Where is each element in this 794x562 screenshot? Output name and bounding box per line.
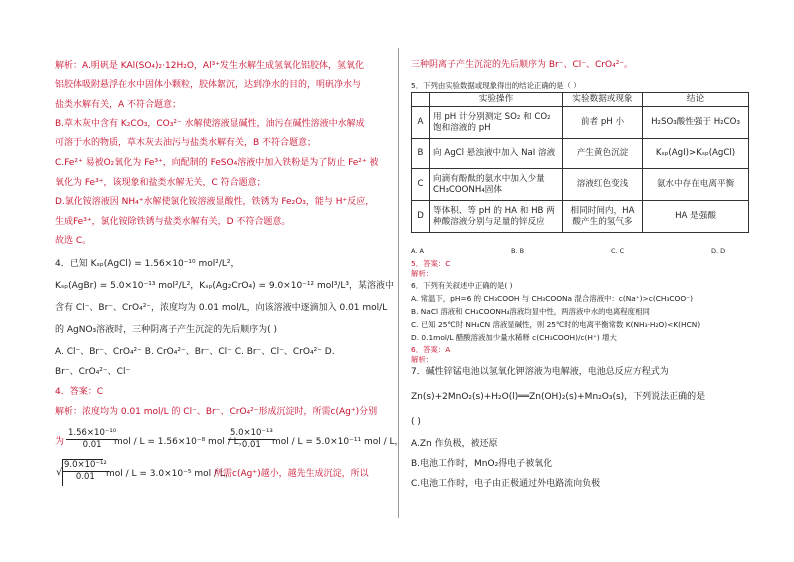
table-row: [412, 107, 749, 139]
explanation-line: 生成Fe³⁺，氯化铵除铁锈与盐类水解有关，D 不符合题意。: [55, 217, 291, 227]
question-7-option: A.Zn 作负极，被还原: [411, 439, 498, 449]
table-header: 实验操作: [430, 93, 563, 107]
fraction-agcl: [66, 428, 118, 451]
explanation-line: 解析：A.明矾是 KAl(SO₄)₂·12H₂O，Al³⁺发生水解生成氢氧化铝胶体，氢氧化: [55, 61, 364, 71]
cell-observation: 产生黄色沉淀: [563, 139, 643, 169]
question-7-option: B.电池工作时，MnO₂得电子被氧化: [411, 459, 553, 469]
cell-conclusion: H₂SO₃酸性强于 H₂CO₃: [643, 107, 749, 139]
explanation-line: 铝胶体吸附悬浮在水中固体小颗粒，胶体絮沉，达到净水的目的，明矾净水与: [55, 80, 362, 90]
question-4-options: Br⁻、CrO₄²⁻、Cl⁻: [55, 367, 131, 377]
cell-operation: 向 AgCl 悬浊液中加入 NaI 溶液: [430, 139, 563, 169]
table-row: [412, 201, 749, 233]
formula-result: mol / L = 5.0×10⁻¹¹ mol / L，: [272, 437, 404, 447]
experiment-table: [411, 92, 749, 233]
explanation-line: 氧化为 Fe³⁺，该现象和盐类水解无关，C 符合题意；: [55, 178, 266, 188]
fraction-numerator: 9.0×10⁻¹²: [64, 460, 107, 470]
question-7-bracket: ( ): [411, 417, 421, 427]
explanation-line: D.氯化铵溶液因 NH₄⁺水解使氯化铵溶液显酸性，铁锈为 Fe₂O₃，能与 H⁺反应，: [55, 197, 375, 207]
explanation-line: B.草木灰中含有 K₂CO₃，CO₃²⁻ 水解使溶液显碱性，油污在碱性溶液中水解成: [55, 119, 365, 129]
cell-operation: 向滴有酚酞的氨水中加入少量 CH₃COONH₄固体: [430, 169, 563, 201]
cell-operation: 等体积、等 pH 的 HA 和 HB 两种酸溶液分别与足量的锌反应: [430, 201, 563, 233]
fraction-denominator: 0.01: [82, 440, 102, 450]
formula-result: mol / L = 3.0×10⁻⁵ mol / L，: [106, 469, 234, 479]
cell-observation: 前者 pH 小: [563, 107, 643, 139]
explanation-continued: 三种阴离子产生沉淀的先后顺序为 Br⁻、Cl⁻、CrO₄²⁻。: [411, 60, 634, 70]
answer-4: 4．答案：C: [55, 387, 104, 397]
cell-observation: 相同时间内，HA 酸产生的氢气多: [563, 201, 643, 233]
table-row: [412, 139, 749, 169]
question-4-text: 的 AgNO₃溶液时，三种阴离子产生沉淀的先后顺序为( ): [55, 325, 278, 335]
answer-5: 5．答案：C: [411, 259, 451, 268]
explanation-line: 可溶于水的物质，草木灰去油污与盐类水解有关，B 不符合题意；: [55, 138, 317, 148]
question-6-option: A. 常温下，pH=6 的 CH₃COOH 与 CH₃COONa 混合溶液中：c(Na⁺)>c(CH₃COO⁻): [411, 294, 693, 303]
option-b: B. B: [511, 247, 525, 255]
table-header: 结论: [643, 93, 749, 107]
answer-6: 6．答案：A: [411, 345, 451, 354]
explanation-5: 解析：: [411, 269, 434, 278]
explanation-line: 盐类水解有关，A 不符合题意；: [55, 100, 182, 110]
option-a: A. A: [411, 247, 424, 255]
table-row: [412, 169, 749, 201]
cell-operation: 用 pH 计分别测定 SO₂ 和 CO₂ 饱和溶液的 pH: [430, 107, 563, 139]
row-label: C: [412, 169, 430, 201]
question-6-option: B. NaCl 溶液和 CH₃COONH₄溶液均显中性，两溶液中水的电离程度相同: [411, 307, 650, 316]
question-7-option: C.电池工作时，电子由正极通过外电路流向负极: [411, 479, 601, 489]
question-5-text: 5．下列由实验数据或现象得出的结论正确的是（ ）: [411, 81, 581, 90]
table-header-row: [412, 93, 749, 107]
row-label: D: [412, 201, 430, 233]
question-4-options: A. Cl⁻、Br⁻、CrO₄²⁻ B. CrO₄²⁻、Br⁻、Cl⁻ C. Br⁻、Cl⁻、CrO₄²⁻ D.: [55, 347, 335, 357]
fraction-numerator: 1.56×10⁻¹⁰: [68, 428, 117, 438]
question-4-text: Kₛₚ(AgBr) = 5.0×10⁻¹³ mol²/L²，Kₛₚ(Ag₂CrO₄) = 9.0×10⁻¹² mol³/L³，某溶液中: [55, 281, 395, 291]
fraction-denominator: 0.01: [75, 472, 95, 482]
question-6-option: D. 0.1mol/L 醋酸溶液加少量水稀释 c(CH₃COOH)/c(H⁺) 增大: [411, 333, 617, 342]
question-6-option: C. 已知 25℃时 NH₄CN 溶液显碱性，则 25℃时的电离平衡常数 K(NH₃·H₂O)<K(HCN): [411, 320, 701, 329]
question-4-text: 4．已知 Kₛₚ(AgCl) = 1.56×10⁻¹⁰ mol²/L²，: [55, 259, 240, 269]
cell-conclusion: Kₛₚ(AgI)>Kₛₚ(AgCl): [643, 139, 749, 169]
row-label: A: [412, 107, 430, 139]
table-header: [412, 93, 430, 107]
table-header: 实验数据或现象: [563, 93, 643, 107]
question-7-text: 7．碱性锌锰电池以氢氧化钾溶液为电解液，电池总反应方程式为: [411, 367, 669, 377]
cell-conclusion: HA 是强酸: [643, 201, 749, 233]
explanation-4: 所需c(Ag⁺)越小，越先生成沉淀，所以: [214, 469, 369, 479]
fraction-ag2cro4: [62, 460, 109, 483]
explanation-6: 解析：: [411, 355, 434, 364]
explanation-4: 解析：浓度均为 0.01 mol/L 的 Cl⁻、Br⁻、CrO₄²⁻形成沉淀时，所需c(Ag⁺)分别: [55, 407, 378, 417]
fraction-denominator: 0.01: [241, 440, 261, 450]
fraction-numerator: 5.0×10⁻¹³: [230, 428, 273, 438]
question-7-equation: Zn(s)+2MnO₂(s)+H₂O(l)══Zn(OH)₂(s)+Mn₂O₃(s)，下列说法正确的是: [411, 392, 706, 402]
question-6-text: 6．下列有关叙述中正确的是( ): [411, 281, 513, 290]
explanation-line: C.Fe²⁺ 易被O₂氧化为 Fe³⁺，向配制的 FeSO₄溶液中加入铁粉是为了防止 Fe²⁺ 被: [55, 158, 379, 168]
cell-observation: 溶液红色变浅: [563, 169, 643, 201]
row-label: B: [412, 139, 430, 169]
sqrt-icon: √: [56, 467, 63, 478]
fraction-agbr: [228, 428, 275, 451]
explanation-4: 为: [55, 437, 65, 447]
cell-conclusion: 氨水中存在电离平衡: [643, 169, 749, 201]
question-4-text: 含有 Cl⁻、Br⁻、CrO₄²⁻，浓度均为 0.01 mol/L，向该溶液中逐滴加入 0.01 mol/L: [55, 303, 388, 313]
option-c: C. C: [611, 247, 625, 255]
option-d: D. D: [711, 247, 726, 255]
formula-result: mol / L = 1.56×10⁻⁸ mol / L，: [114, 437, 248, 447]
conclusion-line: 故选 C。: [55, 236, 92, 246]
